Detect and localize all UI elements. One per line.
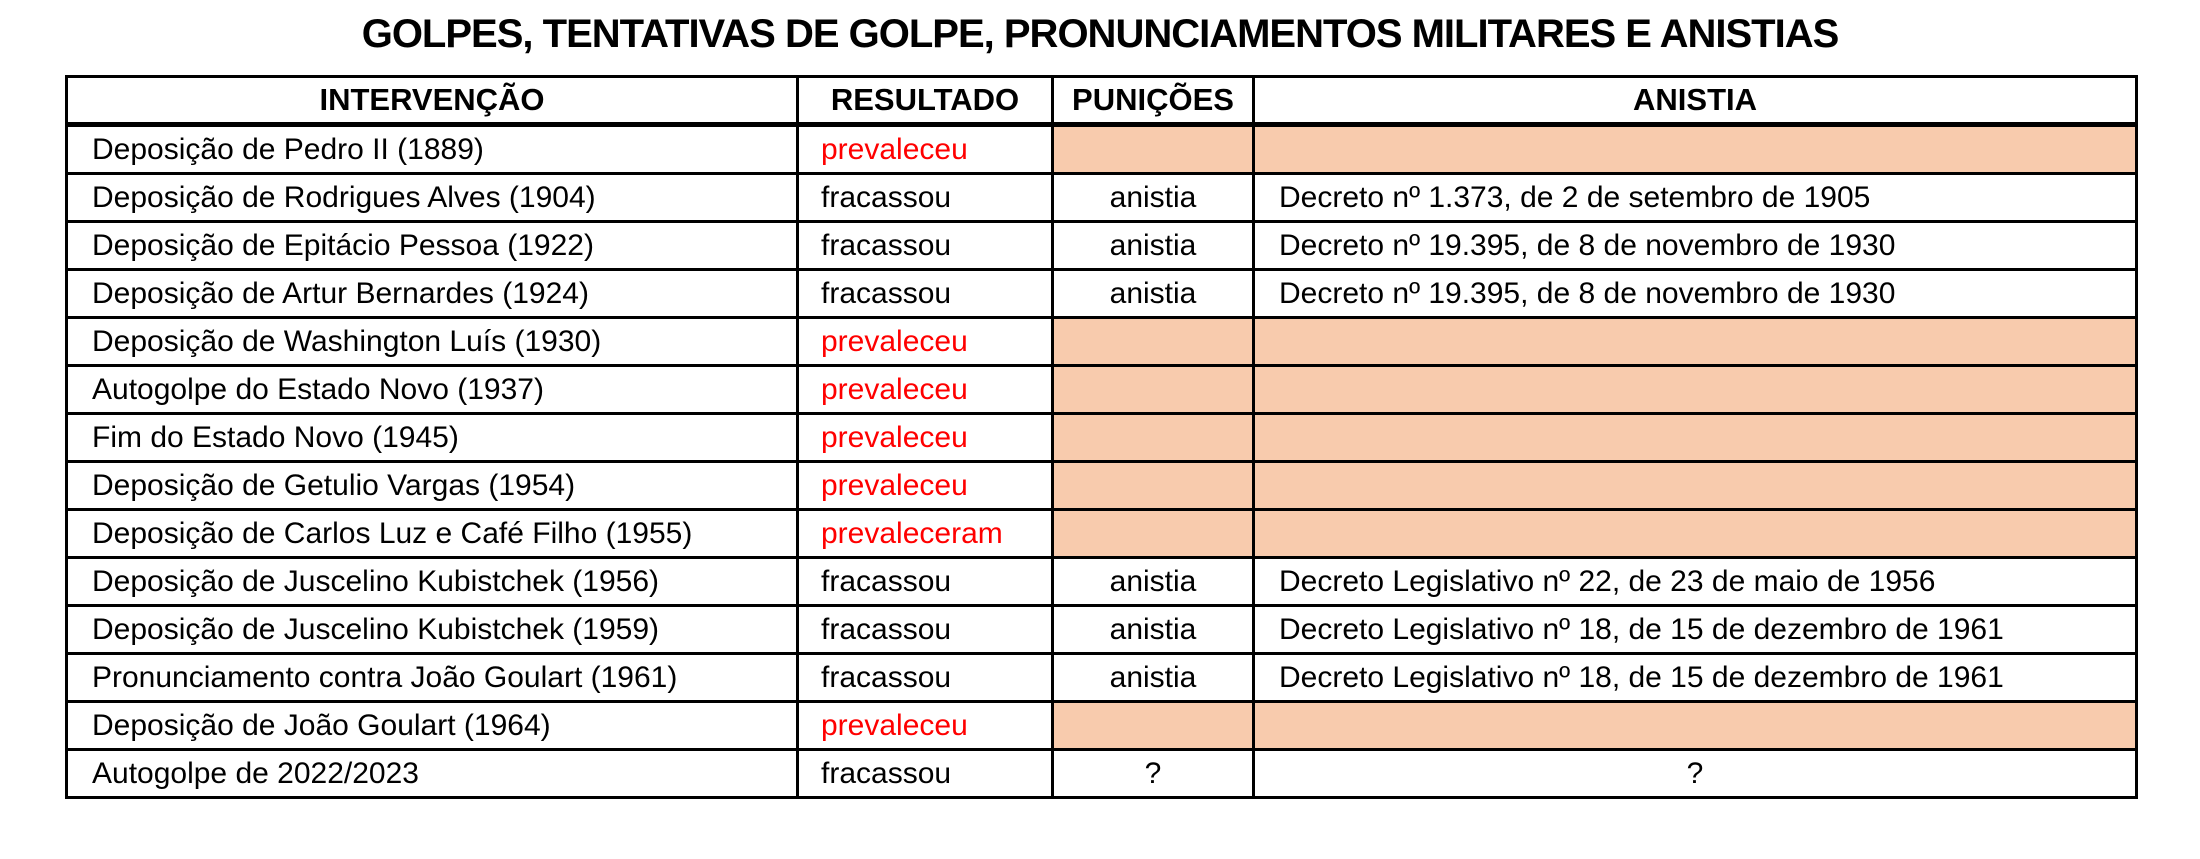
intervention-cell: Deposição de Juscelino Kubistchek (1959) [67,606,798,654]
amnesty-cell [1254,318,2137,366]
intervention-cell: Fim do Estado Novo (1945) [67,414,798,462]
table-row [67,414,2137,462]
amnesty-cell [1254,462,2137,510]
punishment-cell: anistia [1053,654,1254,702]
punishment-cell: ? [1053,750,1254,798]
table-row [67,702,2137,750]
result-cell: prevaleceu [798,462,1053,510]
punishment-cell [1053,702,1254,750]
intervention-cell: Deposição de Juscelino Kubistchek (1956) [67,558,798,606]
amnesty-cell: ? [1254,750,2137,798]
punishment-cell: anistia [1053,558,1254,606]
intervention-cell: Deposição de Rodrigues Alves (1904) [67,174,798,222]
coups-amnesties-table [65,75,2138,799]
intervention-cell: Deposição de João Goulart (1964) [67,702,798,750]
page-title: GOLPES, TENTATIVAS DE GOLPE, PRONUNCIAMENTOS MILITARES E ANISTIAS [361,12,1839,56]
table-row [67,125,2137,174]
result-cell: prevaleceu [798,318,1053,366]
amnesty-cell: Decreto Legislativo nº 22, de 23 de maio de 1956 [1254,558,2137,606]
amnesty-cell: Decreto nº 19.395, de 8 de novembro de 1930 [1254,222,2137,270]
column-header-resultado: RESULTADO [798,77,1053,125]
result-cell: fracassou [798,558,1053,606]
punishment-cell: anistia [1053,606,1254,654]
punishment-cell [1053,414,1254,462]
amnesty-cell [1254,702,2137,750]
punishment-cell [1053,318,1254,366]
table-row [67,318,2137,366]
table-row [67,750,2137,798]
table-row [67,606,2137,654]
result-cell: fracassou [798,654,1053,702]
table-row [67,510,2137,558]
table-row [67,558,2137,606]
intervention-cell: Deposição de Pedro II (1889) [67,125,798,174]
amnesty-cell: Decreto Legislativo nº 18, de 15 de dezembro de 1961 [1254,654,2137,702]
table-row [67,222,2137,270]
result-cell: fracassou [798,174,1053,222]
result-cell: fracassou [798,606,1053,654]
result-cell: prevaleceu [798,366,1053,414]
result-cell: prevaleceu [798,414,1053,462]
punishment-cell: anistia [1053,270,1254,318]
column-header-intervencao: INTERVENÇÃO [67,77,798,125]
amnesty-cell: Decreto nº 1.373, de 2 de setembro de 1905 [1254,174,2137,222]
column-header-anistia: ANISTIA [1254,77,2137,125]
header-row [67,77,2137,125]
punishment-cell: anistia [1053,174,1254,222]
intervention-cell: Autogolpe do Estado Novo (1937) [67,366,798,414]
punishment-cell [1053,510,1254,558]
result-cell: prevaleceu [798,702,1053,750]
result-cell: prevaleceram [798,510,1053,558]
result-cell: prevaleceu [798,125,1053,174]
amnesty-cell: Decreto Legislativo nº 18, de 15 de dezembro de 1961 [1254,606,2137,654]
intervention-cell: Pronunciamento contra João Goulart (1961) [67,654,798,702]
column-header-punicoes: PUNIÇÕES [1053,77,1254,125]
table-row [67,366,2137,414]
intervention-cell: Deposição de Epitácio Pessoa (1922) [67,222,798,270]
intervention-cell: Deposição de Artur Bernardes (1924) [67,270,798,318]
punishment-cell [1053,366,1254,414]
intervention-cell: Deposição de Getulio Vargas (1954) [67,462,798,510]
result-cell: fracassou [798,270,1053,318]
intervention-cell: Deposição de Carlos Luz e Café Filho (1955) [67,510,798,558]
intervention-cell: Deposição de Washington Luís (1930) [67,318,798,366]
table-row [67,654,2137,702]
punishment-cell [1053,462,1254,510]
result-cell: fracassou [798,750,1053,798]
intervention-cell: Autogolpe de 2022/2023 [67,750,798,798]
result-cell: fracassou [798,222,1053,270]
amnesty-cell [1254,510,2137,558]
table-row [67,462,2137,510]
table-row [67,270,2137,318]
amnesty-cell [1254,125,2137,174]
amnesty-cell [1254,366,2137,414]
amnesty-cell: Decreto nº 19.395, de 8 de novembro de 1930 [1254,270,2137,318]
punishment-cell: anistia [1053,222,1254,270]
table-body [67,125,2137,798]
amnesty-cell [1254,414,2137,462]
table-row [67,174,2137,222]
punishment-cell [1053,125,1254,174]
